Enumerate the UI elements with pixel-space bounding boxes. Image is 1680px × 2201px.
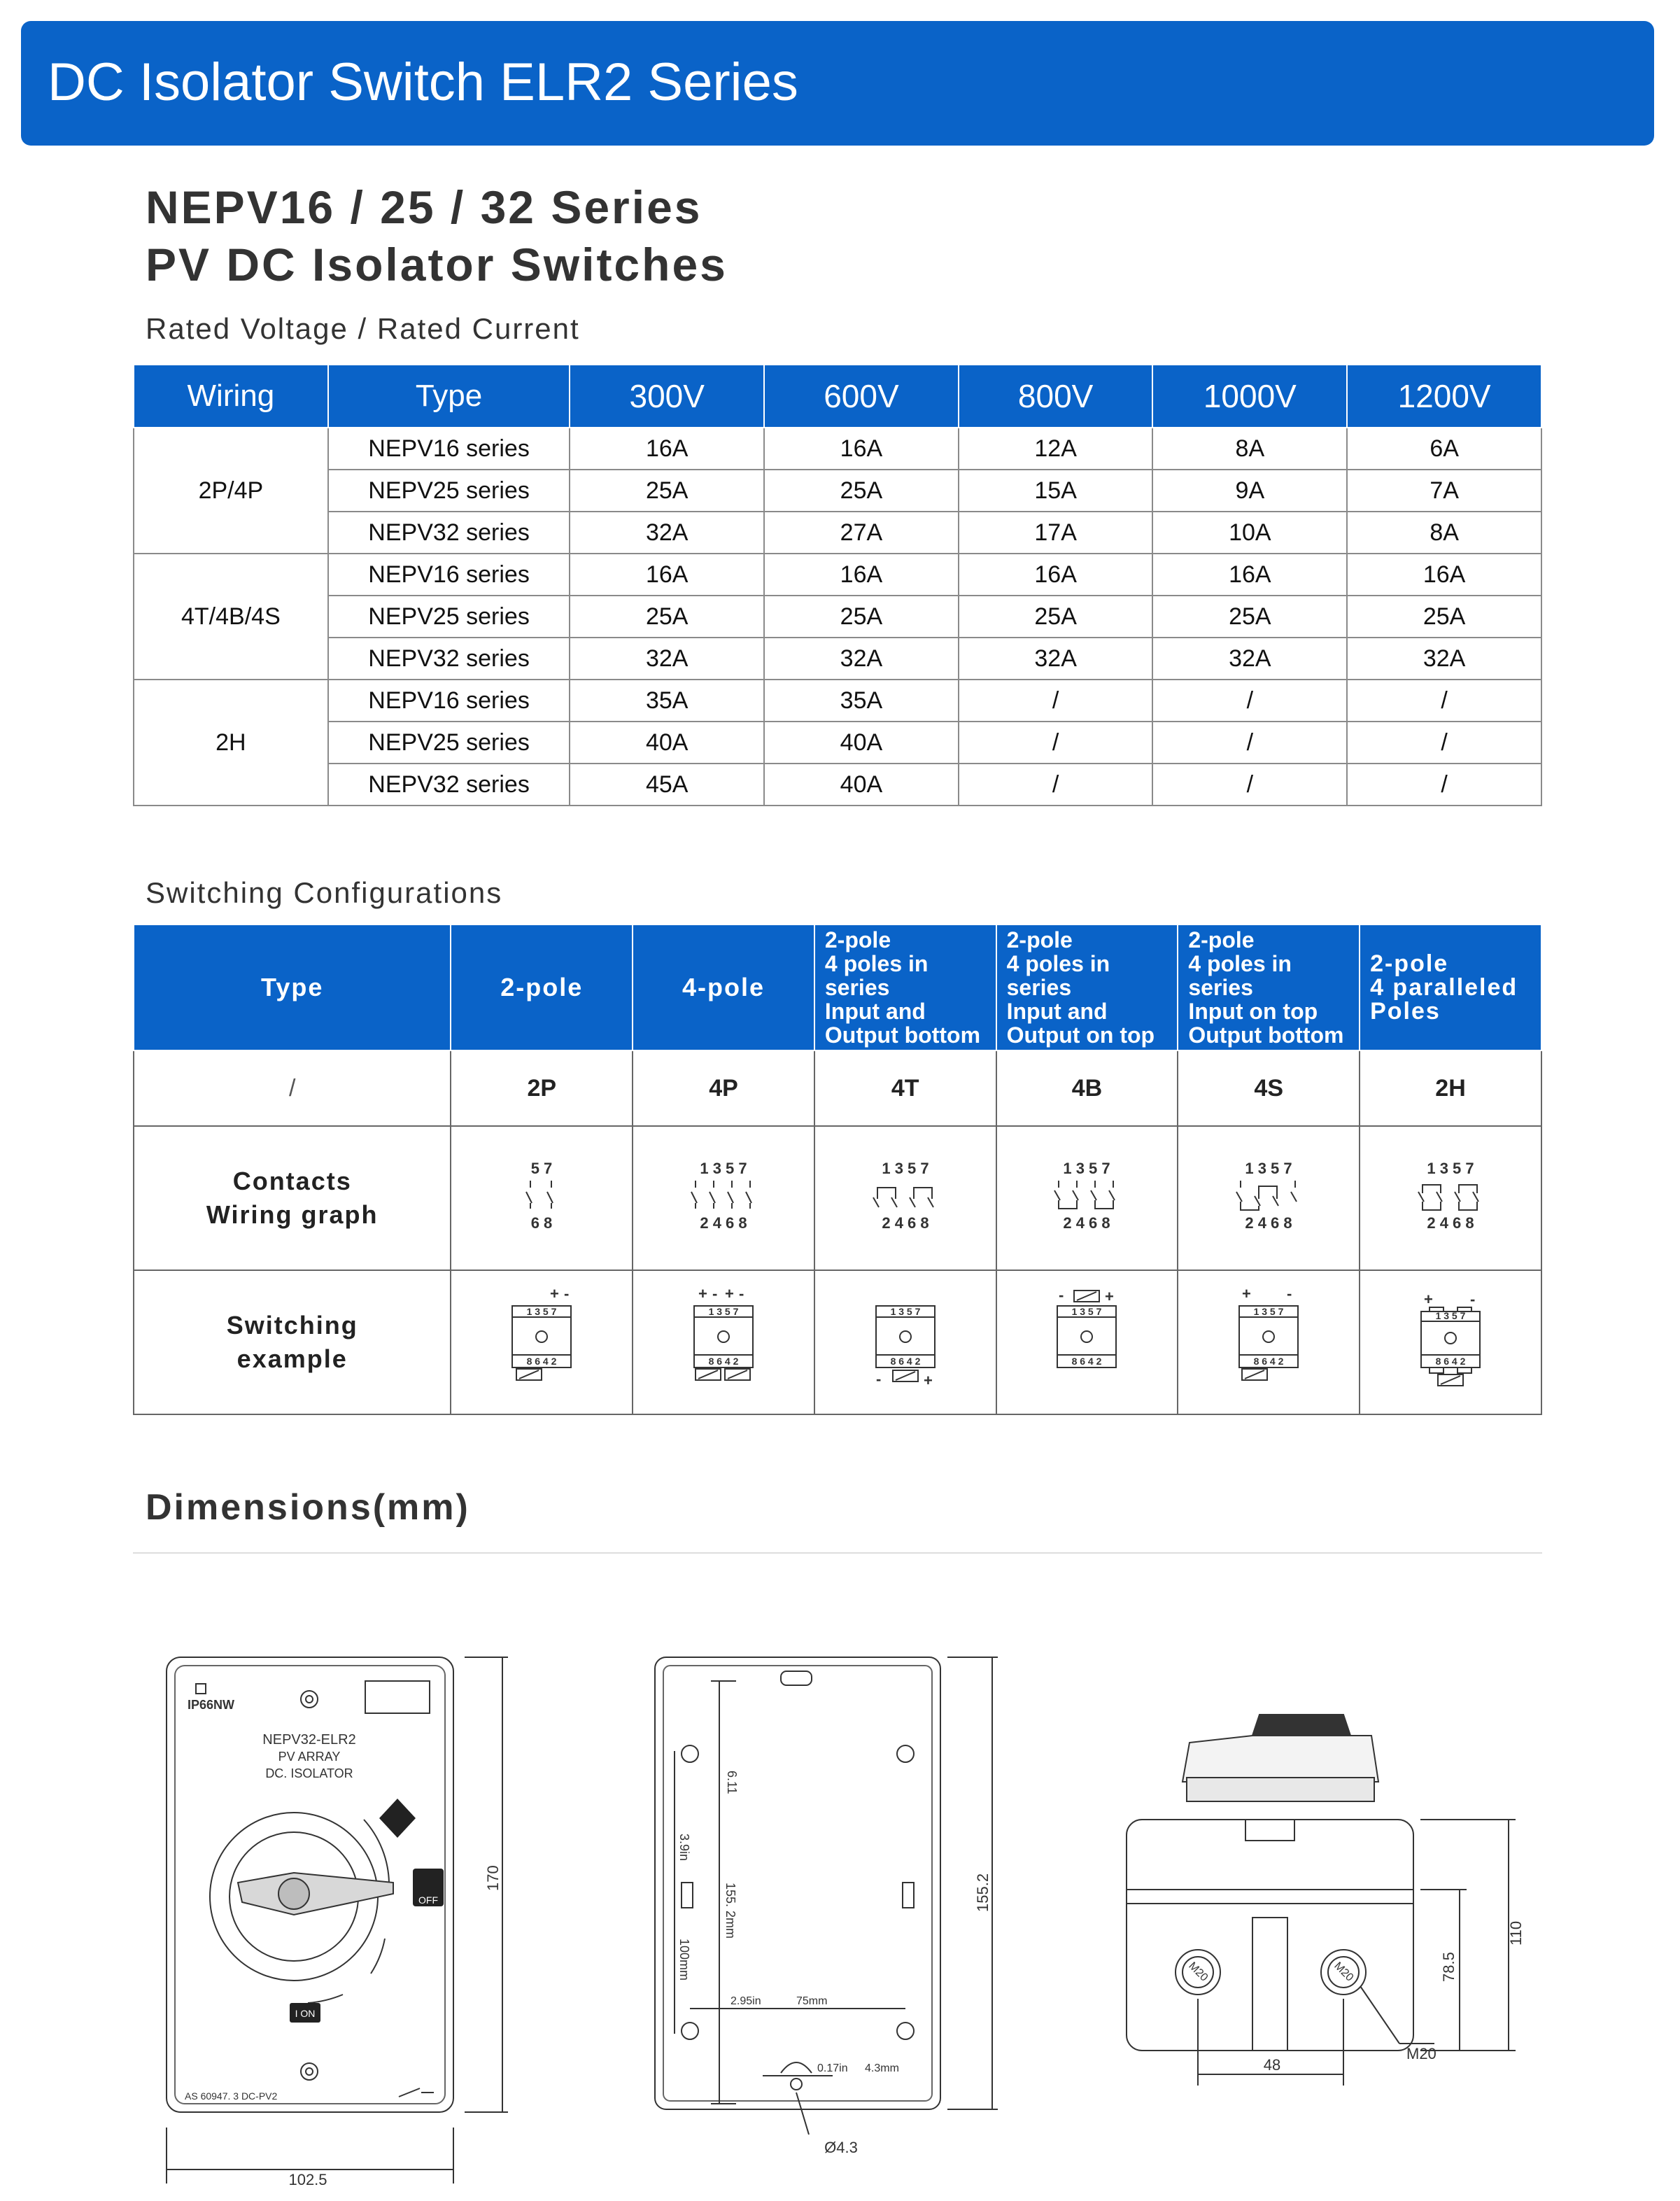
ex-4p-minus1: - — [712, 1284, 718, 1302]
sw-code-2p: 2P — [451, 1050, 633, 1126]
sw-header-4s-l4: Output bottom — [1188, 1022, 1344, 1048]
dimensions-title: Dimensions(mm) — [146, 1487, 470, 1528]
current-cell: 32A — [570, 512, 764, 554]
front-standard: AS 60947. 3 DC-PV2 — [185, 2090, 278, 2102]
sw-code-row — [134, 1050, 1541, 1126]
ex-2h-plus: + — [1424, 1290, 1433, 1308]
banner-title: DC Isolator Switch ELR2 Series — [48, 52, 798, 112]
back-dim-1: 6.11 — [725, 1771, 739, 1794]
current-cell: / — [959, 764, 1153, 806]
current-cell: 40A — [764, 764, 959, 806]
rated-row — [134, 638, 1541, 680]
contact-diagram-4t — [814, 1126, 996, 1270]
front-view-drawing — [154, 1645, 546, 2198]
rated-row — [134, 470, 1541, 512]
example-4s-icon — [1227, 1284, 1311, 1395]
example-4p-icon — [682, 1284, 765, 1395]
sw-header-4t-l2: 4 poles in series — [824, 951, 929, 1000]
front-line3: DC. ISOLATOR — [265, 1766, 353, 1780]
sw-header-4t-l1: 2-pole — [824, 927, 891, 952]
contact-4t-bottom: 2 4 6 8 — [882, 1214, 929, 1232]
switching-table — [133, 924, 1542, 1415]
current-cell: 45A — [570, 764, 764, 806]
contact-2p-icon — [500, 1157, 584, 1234]
sw-header-4b-l4: Output on top — [1006, 1022, 1155, 1048]
contact-2p-bottom: 6 8 — [530, 1214, 553, 1232]
header-wiring: Wiring — [134, 365, 328, 428]
back-hole-dim: Ø4.3 — [824, 2139, 858, 2156]
header-300v: 300V — [570, 365, 764, 428]
example-2h-icon — [1409, 1284, 1492, 1395]
ex-4s-bottom: 8 6 4 2 — [1253, 1355, 1284, 1367]
contact-4b-icon — [1038, 1157, 1136, 1234]
back-dim-4: 100mm — [677, 1939, 691, 1981]
current-cell: 25A — [570, 596, 764, 638]
rated-row — [134, 722, 1541, 764]
sw-header-4s-l2: 4 poles in series — [1188, 951, 1292, 1000]
front-width-dim: 102.5 — [288, 2171, 327, 2188]
ex-4p-plus2: + — [725, 1284, 734, 1302]
current-cell: / — [1347, 680, 1541, 722]
contact-4b-bottom: 2 4 6 8 — [1063, 1214, 1111, 1232]
front-on-label: I ON — [295, 2008, 316, 2019]
header-800v: 800V — [959, 365, 1153, 428]
ex-4p-top: 1 3 5 7 — [708, 1305, 739, 1317]
sw-header-4b — [996, 924, 1178, 1050]
type-cell: NEPV25 series — [328, 722, 570, 764]
contact-diagram-2p — [451, 1126, 633, 1270]
contact-2h-top: 1 3 5 7 — [1427, 1159, 1474, 1177]
sw-header-4t-l3: Input and — [824, 999, 926, 1024]
contact-diagram-2h — [1360, 1126, 1541, 1270]
sw-contacts-label — [134, 1126, 451, 1270]
ex-4s-plus: + — [1242, 1284, 1252, 1302]
back-view-drawing — [644, 1645, 1036, 2177]
sw-code-2h: 2H — [1360, 1050, 1541, 1126]
back-dim-7: 0.17in — [817, 2062, 848, 2074]
sw-header-4s-l1: 2-pole — [1188, 927, 1255, 952]
sw-header-4b-l1: 2-pole — [1006, 927, 1073, 952]
contact-4p-bottom: 2 4 6 8 — [700, 1214, 747, 1232]
contact-4p-top: 1 3 5 7 — [700, 1159, 747, 1177]
current-cell: / — [1152, 764, 1347, 806]
current-cell: 16A — [1152, 554, 1347, 596]
front-ip-label: IP66NW — [188, 1698, 235, 1712]
current-cell: 40A — [764, 722, 959, 764]
contact-diagram-4p — [633, 1126, 814, 1270]
switching-example-4s — [1178, 1270, 1360, 1414]
front-line2: PV ARRAY — [278, 1750, 341, 1764]
front-model: NEPV32-ELR2 — [262, 1732, 356, 1748]
current-cell: / — [959, 722, 1153, 764]
rated-header-row — [134, 365, 1541, 428]
current-cell: 16A — [764, 428, 959, 470]
sw-header-4t — [814, 924, 996, 1050]
switching-title: Switching Configurations — [146, 876, 503, 909]
current-cell: 7A — [1347, 470, 1541, 512]
ex-4b-top: 1 3 5 7 — [1072, 1305, 1102, 1317]
type-cell: NEPV25 series — [328, 596, 570, 638]
type-cell: NEPV25 series — [328, 470, 570, 512]
switching-example-2p — [451, 1270, 633, 1414]
sw-header-type: Type — [134, 924, 451, 1050]
side-width-dim: 48 — [1263, 2056, 1281, 2074]
contact-2p-top: 5 7 — [530, 1159, 553, 1177]
sw-header-2h — [1360, 924, 1541, 1050]
current-cell: 8A — [1347, 512, 1541, 554]
sw-header-4b-l3: Input and — [1006, 999, 1108, 1024]
current-cell: / — [1152, 680, 1347, 722]
current-cell: 25A — [959, 596, 1153, 638]
header-1000v: 1000V — [1152, 365, 1347, 428]
current-cell: 15A — [959, 470, 1153, 512]
header-600v: 600V — [764, 365, 959, 428]
sw-header-4s-l3: Input on top — [1188, 999, 1318, 1024]
current-cell: 6A — [1347, 428, 1541, 470]
ex-4p-plus1: + — [698, 1284, 707, 1302]
current-cell: 32A — [570, 638, 764, 680]
current-cell: 12A — [959, 428, 1153, 470]
contact-diagram-4b — [996, 1126, 1178, 1270]
front-off-label: OFF — [418, 1894, 438, 1906]
current-cell: 16A — [959, 554, 1153, 596]
ex-4t-bottom: 8 6 4 2 — [890, 1355, 921, 1367]
ex-2p-minus: - — [564, 1284, 570, 1302]
current-cell: 35A — [570, 680, 764, 722]
current-cell: / — [1347, 764, 1541, 806]
sw-code-label: / — [134, 1050, 451, 1126]
current-cell: 10A — [1152, 512, 1347, 554]
type-cell: NEPV16 series — [328, 554, 570, 596]
current-cell: 25A — [1152, 596, 1347, 638]
rated-row — [134, 764, 1541, 806]
ex-4b-bottom: 8 6 4 2 — [1072, 1355, 1102, 1367]
wiring-cell: 2P/4P — [134, 428, 328, 554]
contact-4p-icon — [675, 1157, 772, 1234]
current-cell: 40A — [570, 722, 764, 764]
ex-4t-plus: + — [923, 1371, 933, 1389]
back-dim-5: 2.95in — [730, 1995, 761, 2007]
type-cell: NEPV32 series — [328, 638, 570, 680]
title-banner — [21, 21, 1654, 146]
current-cell: 25A — [570, 470, 764, 512]
rated-row — [134, 680, 1541, 722]
current-cell: 25A — [764, 470, 959, 512]
current-cell: / — [959, 680, 1153, 722]
contact-2h-bottom: 2 4 6 8 — [1427, 1214, 1474, 1232]
example-label-l2: example — [237, 1344, 348, 1373]
series-heading: NEPV16 / 25 / 32 Series — [146, 181, 703, 233]
example-2p-icon — [500, 1284, 584, 1395]
ex-2p-bottom: 8 6 4 2 — [526, 1355, 557, 1367]
contact-diagram-4s — [1178, 1126, 1360, 1270]
contact-4b-top: 1 3 5 7 — [1063, 1159, 1111, 1177]
rated-table — [133, 364, 1542, 806]
ex-2p-top: 1 3 5 7 — [526, 1305, 557, 1317]
header-type: Type — [328, 365, 570, 428]
current-cell: 25A — [1347, 596, 1541, 638]
switching-example-2h — [1360, 1270, 1541, 1414]
sw-header-2h-l2: 4 paralleled — [1370, 974, 1518, 1001]
current-cell: 16A — [570, 428, 764, 470]
example-4b-icon — [1045, 1284, 1129, 1395]
current-cell: 27A — [764, 512, 959, 554]
current-cell: 17A — [959, 512, 1153, 554]
ex-4b-plus: + — [1105, 1287, 1115, 1305]
type-cell: NEPV16 series — [328, 428, 570, 470]
sw-header-2pole: 2-pole — [451, 924, 633, 1050]
rated-subtitle: Rated Voltage / Rated Current — [146, 312, 580, 345]
current-cell: 32A — [1152, 638, 1347, 680]
switching-example-4p — [633, 1270, 814, 1414]
sw-header-2h-l1: 2-pole — [1370, 950, 1449, 977]
sw-header-4pole: 4-pole — [633, 924, 814, 1050]
sw-header-4s — [1178, 924, 1360, 1050]
ex-4s-top: 1 3 5 7 — [1253, 1305, 1284, 1317]
current-cell: 25A — [764, 596, 959, 638]
side-gland-left: M20 — [1186, 1960, 1210, 1984]
current-cell: 32A — [1347, 638, 1541, 680]
back-dim-8: 4.3mm — [865, 2062, 899, 2074]
back-dim-6: 75mm — [796, 1995, 828, 2007]
type-cell: NEPV16 series — [328, 680, 570, 722]
sw-example-label — [134, 1270, 451, 1414]
side-gland-label: M20 — [1406, 2045, 1437, 2062]
current-cell: 35A — [764, 680, 959, 722]
rated-row — [134, 512, 1541, 554]
sw-contacts-row — [134, 1126, 1541, 1270]
current-cell: 16A — [764, 554, 959, 596]
rated-row — [134, 428, 1541, 470]
switching-example-4b — [996, 1270, 1178, 1414]
front-height-dim: 170 — [484, 1865, 502, 1891]
current-cell: 16A — [570, 554, 764, 596]
switching-example-4t — [814, 1270, 996, 1414]
ex-4p-bottom: 8 6 4 2 — [708, 1355, 739, 1367]
example-4t-icon — [863, 1284, 947, 1395]
ex-4t-top: 1 3 5 7 — [890, 1305, 921, 1317]
current-cell: 32A — [959, 638, 1153, 680]
sw-header-2h-l3: Poles — [1370, 998, 1441, 1025]
back-dim-2: 3.9in — [677, 1834, 691, 1862]
dimensions-divider — [133, 1552, 1542, 1554]
side-view-drawing — [1120, 1708, 1553, 2100]
current-cell: / — [1347, 722, 1541, 764]
side-gland-right: M20 — [1332, 1960, 1356, 1984]
sw-header-4b-l2: 4 poles in series — [1006, 951, 1110, 1000]
back-dim-3: 155. 2mm — [723, 1883, 737, 1939]
wiring-cell: 2H — [134, 680, 328, 806]
current-cell: 8A — [1152, 428, 1347, 470]
sw-code-4s: 4S — [1178, 1050, 1360, 1126]
side-height-dim: 110 — [1507, 1920, 1525, 1946]
contacts-label-l1: Contacts — [232, 1167, 352, 1195]
rated-row — [134, 554, 1541, 596]
ex-4s-minus: - — [1287, 1284, 1292, 1302]
header-1200v: 1200V — [1347, 365, 1541, 428]
ex-4b-minus: - — [1059, 1286, 1064, 1304]
sw-code-4b: 4B — [996, 1050, 1178, 1126]
rated-row — [134, 596, 1541, 638]
ex-2p-plus: + — [550, 1284, 560, 1302]
back-height-dim: 155.2 — [974, 1873, 991, 1912]
example-label-l1: Switching — [226, 1311, 358, 1339]
contact-4s-bottom: 2 4 6 8 — [1245, 1214, 1292, 1232]
wiring-cell: 4T/4B/4S — [134, 554, 328, 680]
product-heading: PV DC Isolator Switches — [146, 239, 728, 290]
contact-4t-icon — [856, 1157, 954, 1234]
type-cell: NEPV32 series — [328, 512, 570, 554]
current-cell: 16A — [1347, 554, 1541, 596]
ex-2h-minus: - — [1470, 1290, 1476, 1308]
ex-4t-minus: - — [875, 1370, 882, 1388]
type-cell: NEPV32 series — [328, 764, 570, 806]
current-cell: / — [1152, 722, 1347, 764]
contact-2h-icon — [1402, 1157, 1499, 1234]
current-cell: 9A — [1152, 470, 1347, 512]
contact-4s-icon — [1220, 1157, 1318, 1234]
contacts-label-l2: Wiring graph — [206, 1200, 379, 1229]
sw-code-4t: 4T — [814, 1050, 996, 1126]
ex-2h-top: 1 3 5 7 — [1435, 1309, 1466, 1321]
ex-4p-minus2: - — [739, 1284, 744, 1302]
contact-4s-top: 1 3 5 7 — [1245, 1159, 1292, 1177]
switching-header-row — [134, 924, 1541, 1050]
sw-code-4p: 4P — [633, 1050, 814, 1126]
ex-2h-bottom: 8 6 4 2 — [1435, 1355, 1466, 1367]
side-lower-dim: 78.5 — [1440, 1952, 1457, 1982]
current-cell: 32A — [764, 638, 959, 680]
sw-header-4t-l4: Output bottom — [824, 1022, 981, 1048]
contact-4t-top: 1 3 5 7 — [882, 1159, 929, 1177]
sw-example-row — [134, 1270, 1541, 1414]
